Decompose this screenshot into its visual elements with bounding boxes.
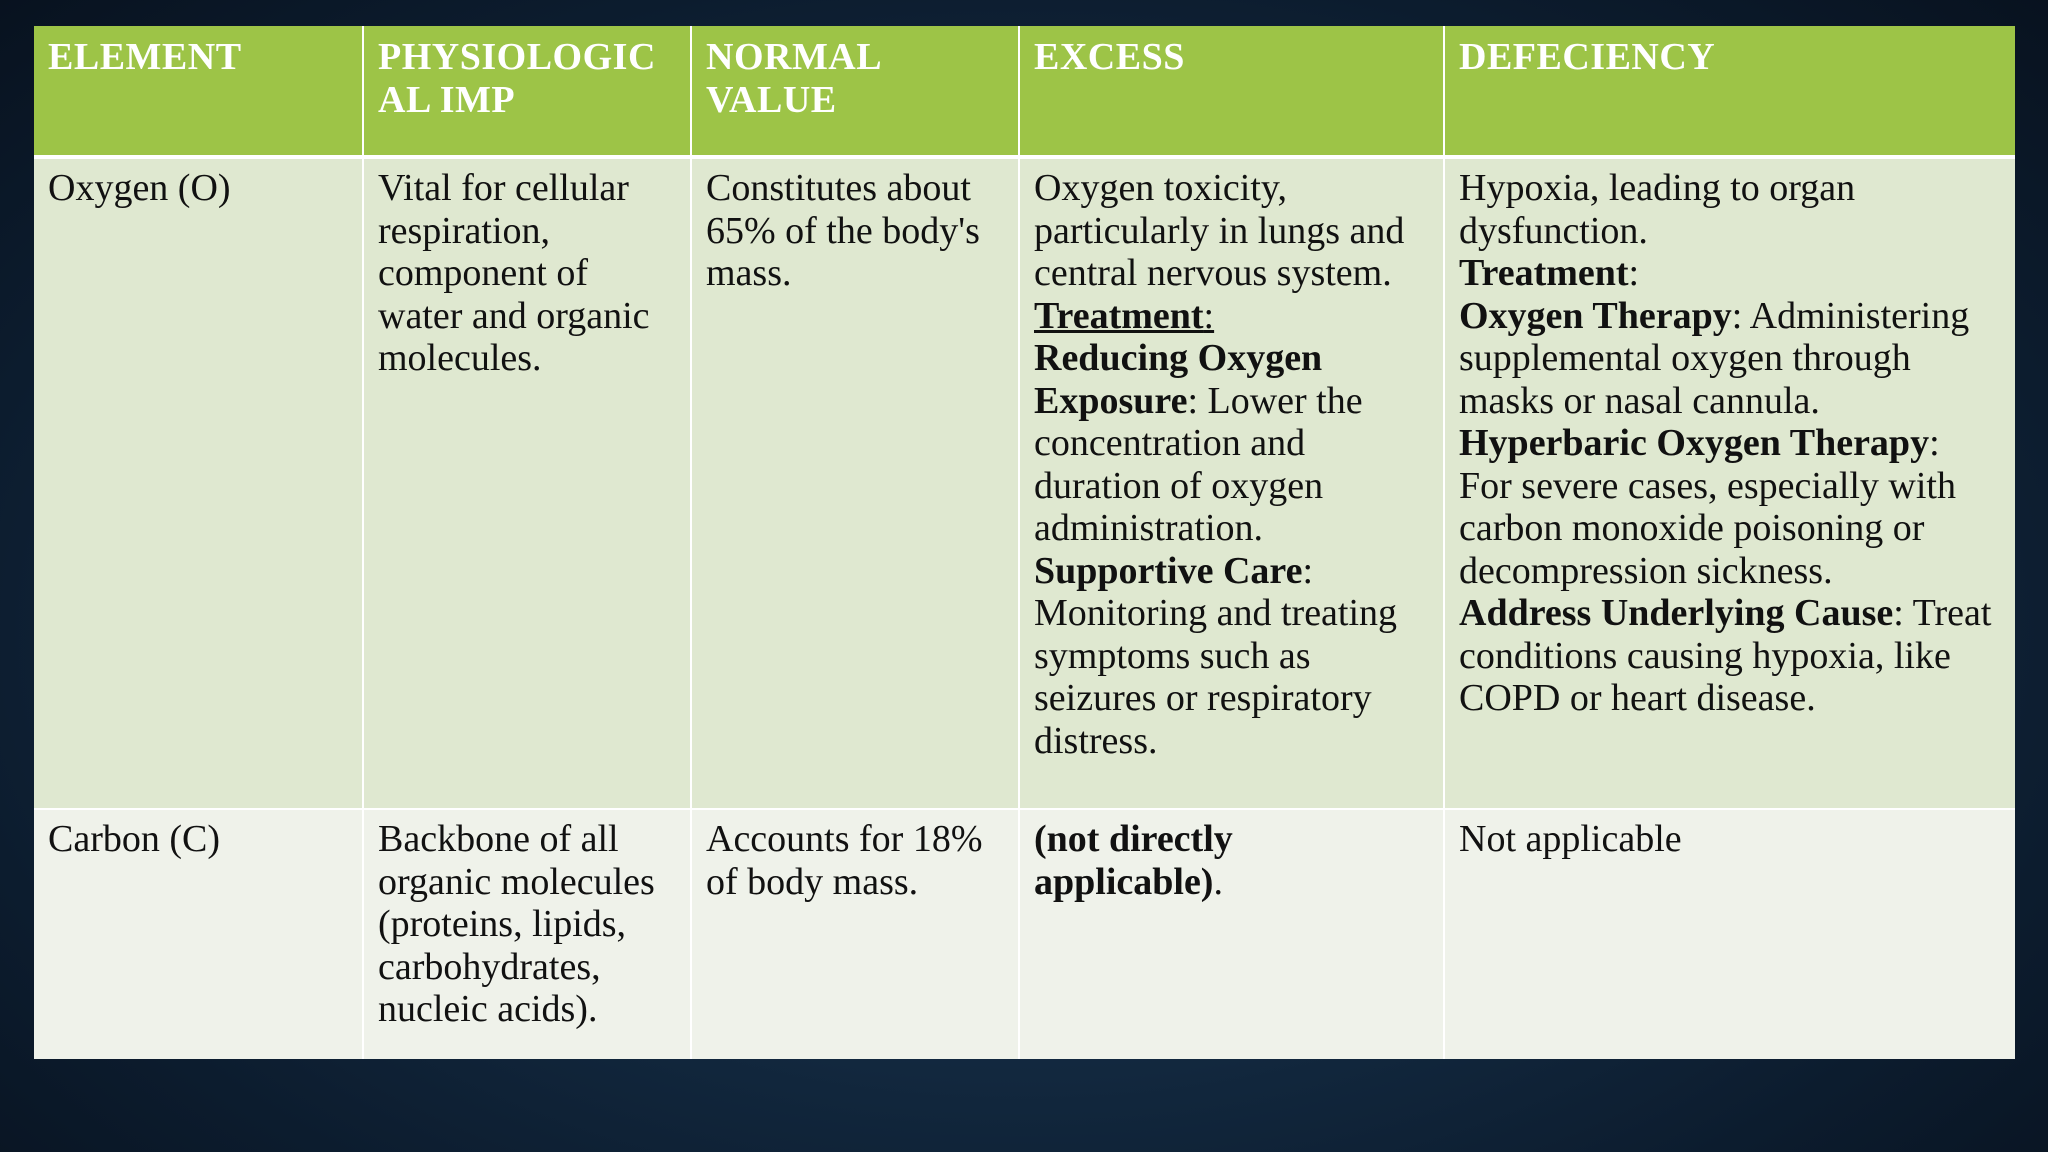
table-row-oxygen xyxy=(34,157,2015,809)
excess-intro: Oxygen toxicity, particularly in lungs and central nervous system. xyxy=(1034,167,1405,294)
cell-excess xyxy=(1019,157,1444,809)
table-row-carbon xyxy=(34,809,2015,1059)
cell-normal-value: Accounts for 18% of body mass. xyxy=(691,809,1019,1059)
deficiency-intro: Hypoxia, leading to organ dysfunction. xyxy=(1459,167,1856,252)
header-physiological-imp: PHYSIOLOGIC AL IMP xyxy=(363,26,691,157)
deficiency-item-oxygen-therapy: Oxygen Therapy: Administering supplemental oxygen through masks or nasal cannula. xyxy=(1459,294,1970,422)
elements-table xyxy=(34,26,2015,1059)
cell-deficiency: Not applicable xyxy=(1444,809,2015,1059)
cell-element: Oxygen (O) xyxy=(34,157,363,809)
cell-excess: (not directly applicable). xyxy=(1019,809,1444,1059)
header-deficiency: DEFECIENCY xyxy=(1444,26,2015,157)
excess-treatment-heading: Treatment: xyxy=(1034,294,1215,337)
cell-normal-value: Constitutes about 65% of the body's mass. xyxy=(691,157,1019,809)
cell-deficiency xyxy=(1444,157,2015,809)
deficiency-item-hyperbaric: Hyperbaric Oxygen Therapy: For severe cases, especially with carbon monoxide poisoning or decompression sickness. xyxy=(1459,422,1956,592)
deficiency-treatment-heading: Treatment: xyxy=(1459,252,1640,294)
deficiency-item-underlying-cause: Address Underlying Cause: Treat conditions causing hypoxia, like COPD or heart disease. xyxy=(1459,592,1992,719)
cell-physiological: Vital for cellular respiration, component of water and organic molecules. xyxy=(363,157,691,809)
excess-item-reducing-oxygen: Reducing Oxygen Exposure: Lower the concentration and duration of oxygen administration. xyxy=(1034,337,1363,549)
cell-element: Carbon (C) xyxy=(34,809,363,1059)
cell-physiological: Backbone of all organic molecules (proteins, lipids, carbohydrates, nucleic acids). xyxy=(363,809,691,1059)
excess-item-supportive-care: Supportive Care: Monitoring and treating symptoms such as seizures or respiratory distress. xyxy=(1034,549,1398,762)
header-row xyxy=(34,26,2015,157)
header-normal-value: NORMAL VALUE xyxy=(691,26,1019,157)
header-element: ELEMENT xyxy=(34,26,363,157)
header-excess: EXCESS xyxy=(1019,26,1444,157)
